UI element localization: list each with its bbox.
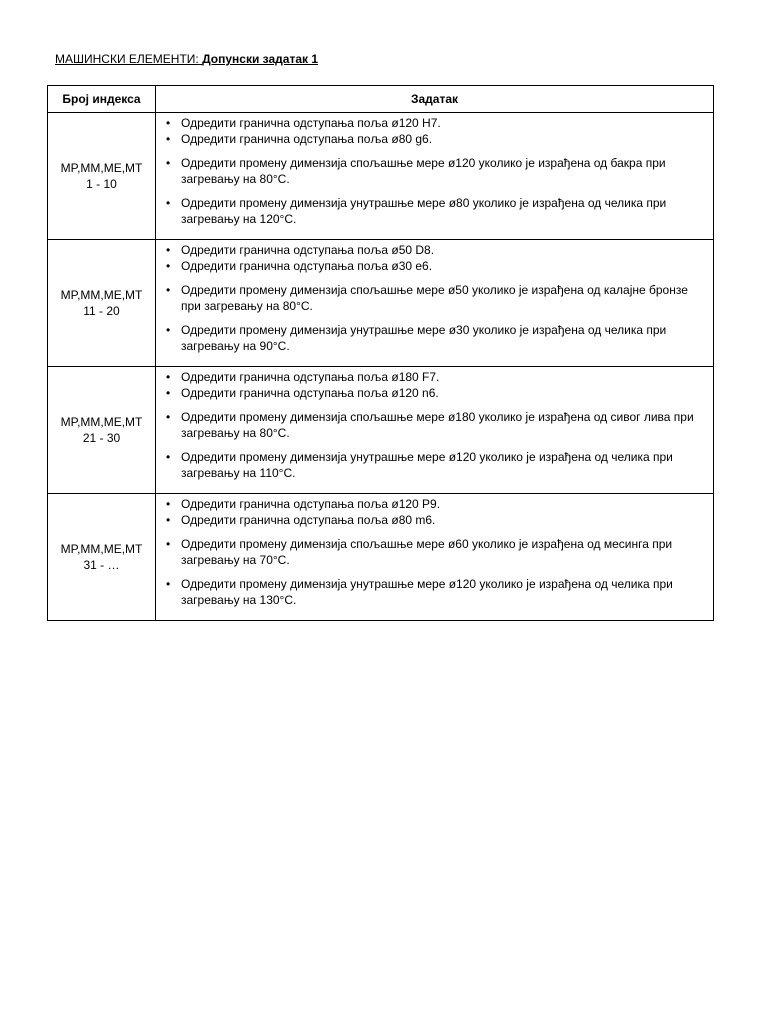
header-index: Број индекса (48, 86, 156, 113)
header-task: Задатак (156, 86, 714, 113)
tasks-cell (156, 240, 714, 367)
assignment-title: Допунски задатак 1 (202, 52, 319, 66)
table-row (48, 240, 714, 367)
list-item: • Одредити промену димензија унутрашње мере ø30 уколико је израђена од челика при загревању на 90°C. (156, 322, 709, 354)
list-item: • Одредити промену димензија спољашње мере ø60 уколико је израђена од месинга при загревању на 70°C. (156, 536, 709, 568)
task-list (156, 496, 709, 608)
index-cell (48, 113, 156, 240)
index-programs: MP,MM,ME,MT (60, 542, 143, 556)
tasks-cell (156, 113, 714, 240)
list-item: • Одредити промену димензија унутрашње мере ø80 уколико је израђена од челика при загревању на 120°C. (156, 195, 709, 227)
list-item: • Одредити гранична одступања поља ø80 g6. (156, 131, 709, 147)
task-list (156, 242, 709, 354)
index-range: 31 - … (83, 558, 120, 572)
list-item: • Одредити гранична одступања поља ø80 m6. (156, 512, 709, 528)
table-header-row (48, 86, 714, 113)
index-range: 11 - 20 (83, 304, 120, 318)
subject-label: МАШИНСКИ ЕЛЕМЕНТИ: (55, 52, 199, 66)
index-cell (48, 494, 156, 621)
list-item: • Одредити гранична одступања поља ø120 H7. (156, 115, 709, 131)
list-item: • Одредити гранична одступања поља ø180 F7. (156, 369, 709, 385)
index-programs: MP,MM,ME,MT (60, 415, 143, 429)
list-item: • Одредити гранична одступања поља ø50 D8. (156, 242, 709, 258)
index-programs: MP,MM,ME,MT (60, 161, 143, 175)
index-cell (48, 240, 156, 367)
task-table (47, 85, 714, 621)
list-item: • Одредити гранична одступања поља ø30 e6. (156, 258, 709, 274)
table-row (48, 113, 714, 240)
tasks-cell (156, 494, 714, 621)
index-range: 1 - 10 (86, 177, 117, 191)
list-item: • Одредити промену димензија унутрашње мере ø120 уколико је израђена од челика при загревању на 110°C. (156, 449, 709, 481)
index-cell (48, 367, 156, 494)
index-range: 21 - 30 (82, 431, 121, 445)
list-item: • Одредити гранична одступања поља ø120 n6. (156, 385, 709, 401)
list-item: • Одредити промену димензија спољашње мере ø120 уколико је израђена од бакра при загревању на 80°C. (156, 155, 709, 187)
index-programs: MP,MM,ME,MT (60, 288, 143, 302)
page-title (55, 52, 318, 67)
task-list (156, 115, 709, 227)
table-row (48, 494, 714, 621)
list-item: • Одредити промену димензија спољашње мере ø50 уколико је израђена од калајне бронзе при загревању на 80°C. (156, 282, 709, 314)
list-item: • Одредити промену димензија унутрашње мере ø120 уколико је израђена од челика при загревању на 130°C. (156, 576, 709, 608)
list-item: • Одредити гранична одступања поља ø120 P9. (156, 496, 709, 512)
tasks-cell (156, 367, 714, 494)
table-row (48, 367, 714, 494)
list-item: • Одредити промену димензија спољашње мере ø180 уколико је израђена од сивог лива при загревању на 80°C. (156, 409, 709, 441)
task-list (156, 369, 709, 481)
